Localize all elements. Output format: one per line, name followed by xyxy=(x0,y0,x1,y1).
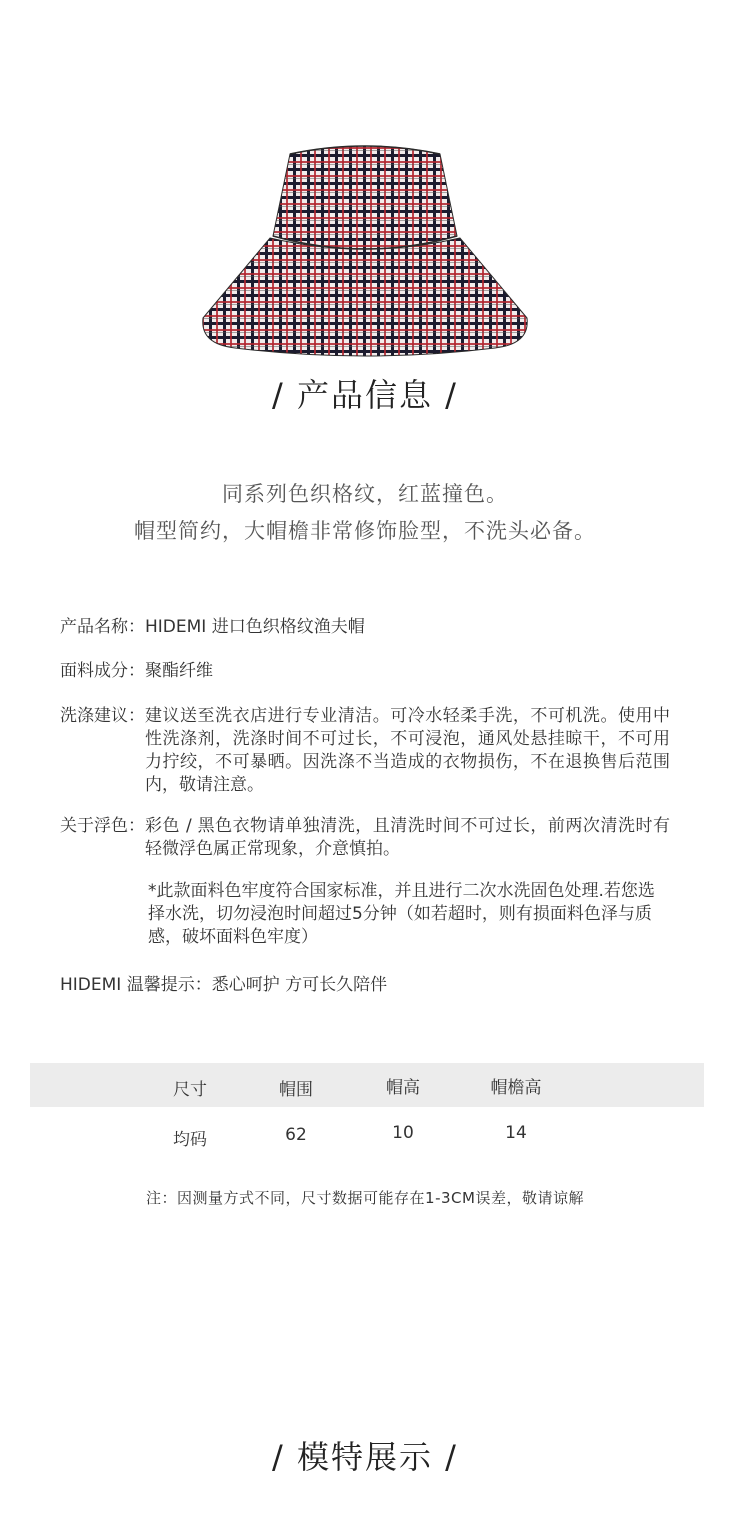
size-header-size: 尺寸 xyxy=(173,1080,207,1100)
tagline-2: 帽型简约，大帽檐非常修饰脸型，不洗头必备。 xyxy=(134,519,596,543)
wash-label: 洗涤建议： xyxy=(60,706,145,726)
bucket-hat-image xyxy=(195,140,535,360)
wash-value: 建议送至洗衣店进行专业清洁。可冷水轻柔手洗，不可机洗。使用中性洗涤剂，洗涤时间不可过长，不可浸泡，通风处悬挂晾干，不可用力拧绞，不可暴晒。因洗涤不当造成的衣物损伤，不在退换售后范围内，敬请注意。 xyxy=(145,706,670,795)
size-cell-size: 均码 xyxy=(173,1130,207,1150)
care-tip: HIDEMI 温馨提示：悉心呵护 方可长久陪伴 xyxy=(60,975,388,995)
size-note: 注：因测量方式不同，尺寸数据可能存在1-3CM误差，敬请谅解 xyxy=(146,1189,584,1207)
fabric-label: 面料成分： xyxy=(60,661,145,681)
colorfast-note: *此款面料色牢度符合国家标准，并且进行二次水洗固色处理.若您选择水洗，切勿浸泡时间超过5分钟（如若超时，则有损面料色泽与质感，破坏面料色牢度） xyxy=(148,881,655,947)
size-cell-circumference: 62 xyxy=(285,1125,307,1145)
size-header-brim: 帽檐高 xyxy=(490,1078,542,1098)
name-value: HIDEMI 进口色织格纹渔夫帽 xyxy=(145,617,365,637)
info-row-wash xyxy=(60,705,670,797)
float-label: 关于浮色： xyxy=(60,816,145,836)
size-header-circumference: 帽围 xyxy=(279,1080,313,1100)
tagline-1: 同系列色织格纹，红蓝撞色。 xyxy=(222,482,508,506)
info-row-float-color xyxy=(60,815,670,861)
info-row-fabric xyxy=(60,660,670,683)
float-value: 彩色 / 黑色衣物请单独清洗，且清洗时间不可过长，前两次清洗时有轻微浮色属正常现象，介意慎拍。 xyxy=(145,816,670,859)
info-row-name xyxy=(60,616,670,639)
model-display-title: / 模特展示 / xyxy=(272,1438,458,1476)
name-label: 产品名称： xyxy=(60,617,145,637)
product-info-title: / 产品信息 / xyxy=(272,376,458,414)
size-header-height: 帽高 xyxy=(386,1078,420,1098)
fabric-value: 聚酯纤维 xyxy=(145,661,213,681)
size-cell-brim: 14 xyxy=(505,1123,527,1143)
size-cell-height: 10 xyxy=(392,1123,414,1143)
